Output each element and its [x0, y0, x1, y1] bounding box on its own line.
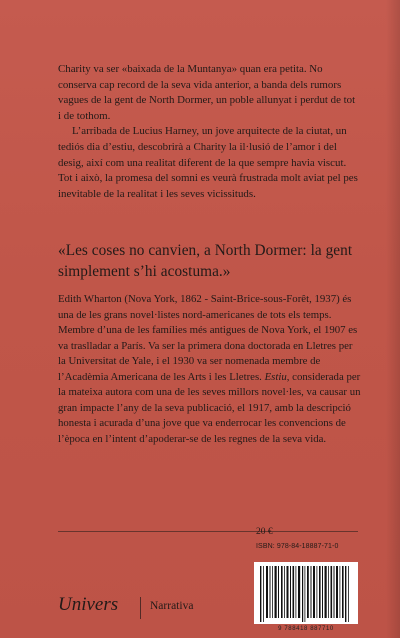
author-bio-text-2: , considerada per la mateixa autora com una de les seves millors novel·les, va causar un gran impacte l’any de la seva publicació, el 1917, amb la descripció honesta i acurada d’una jove que va enderrocar les convencions de l’època en l’intent d’apoderar-se de les regnes de la seva vida.: [58, 370, 361, 445]
vertical-divider: [140, 597, 141, 619]
collection-name: Narrativa: [150, 600, 194, 612]
barcode-icon: [254, 562, 358, 624]
publisher-logo: Univers: [58, 594, 119, 615]
isbn-label: ISBN: 978-84-18887-71-0: [256, 543, 339, 550]
price-label: 20 €: [256, 527, 273, 537]
author-bio-text-1: Edith Wharton (Nova York, 1862 - Saint-Brice-sous-Forêt, 1937) és una de les grans novel·listes nord-americanes de tots els temps. Membre d’una de les famílies més antigues de Nova York, el 1907 es va traslladar a París. Va ser la primera dona doctorada en Lletres per la Universitat de Yale, i el 1930 va ser nomenada membre de l’Acadèmia Americana de les Arts i les Lletres.: [58, 293, 358, 383]
cover-edge-shadow: [386, 0, 400, 638]
synopsis-paragraph-2: L’arribada de Lucius Harney, un jove arquitecte de la ciutat, un tediós dia d’estiu, descobrirà a Charity la il·lusió de l’amor i del desig, així com una realitat diferent de la que sempre havia viscut. Tot i això, la promesa del somni es veurà frustrada molt aviat pel pes inevitable de la realitat i les seves vicissituds.: [58, 125, 358, 200]
barcode-number: 9 788418 887710: [278, 626, 334, 632]
author-biography: [58, 292, 362, 447]
book-title-italic: Estiu: [264, 370, 287, 383]
synopsis-paragraph-1: Charity va ser «baixada de la Muntanya» quan era petita. No conserva cap record de la seva vida anterior, a banda dels rumors vagues de la gent de North Dormer, un poble allunyat i perdut de tot i de tothom.: [58, 63, 356, 122]
barcode: [254, 562, 358, 624]
horizontal-rule: [58, 531, 358, 532]
pull-quote: «Les coses no canvien, a North Dormer: la gent simplement s’hi acostuma.»: [58, 242, 353, 280]
synopsis: [58, 62, 358, 202]
